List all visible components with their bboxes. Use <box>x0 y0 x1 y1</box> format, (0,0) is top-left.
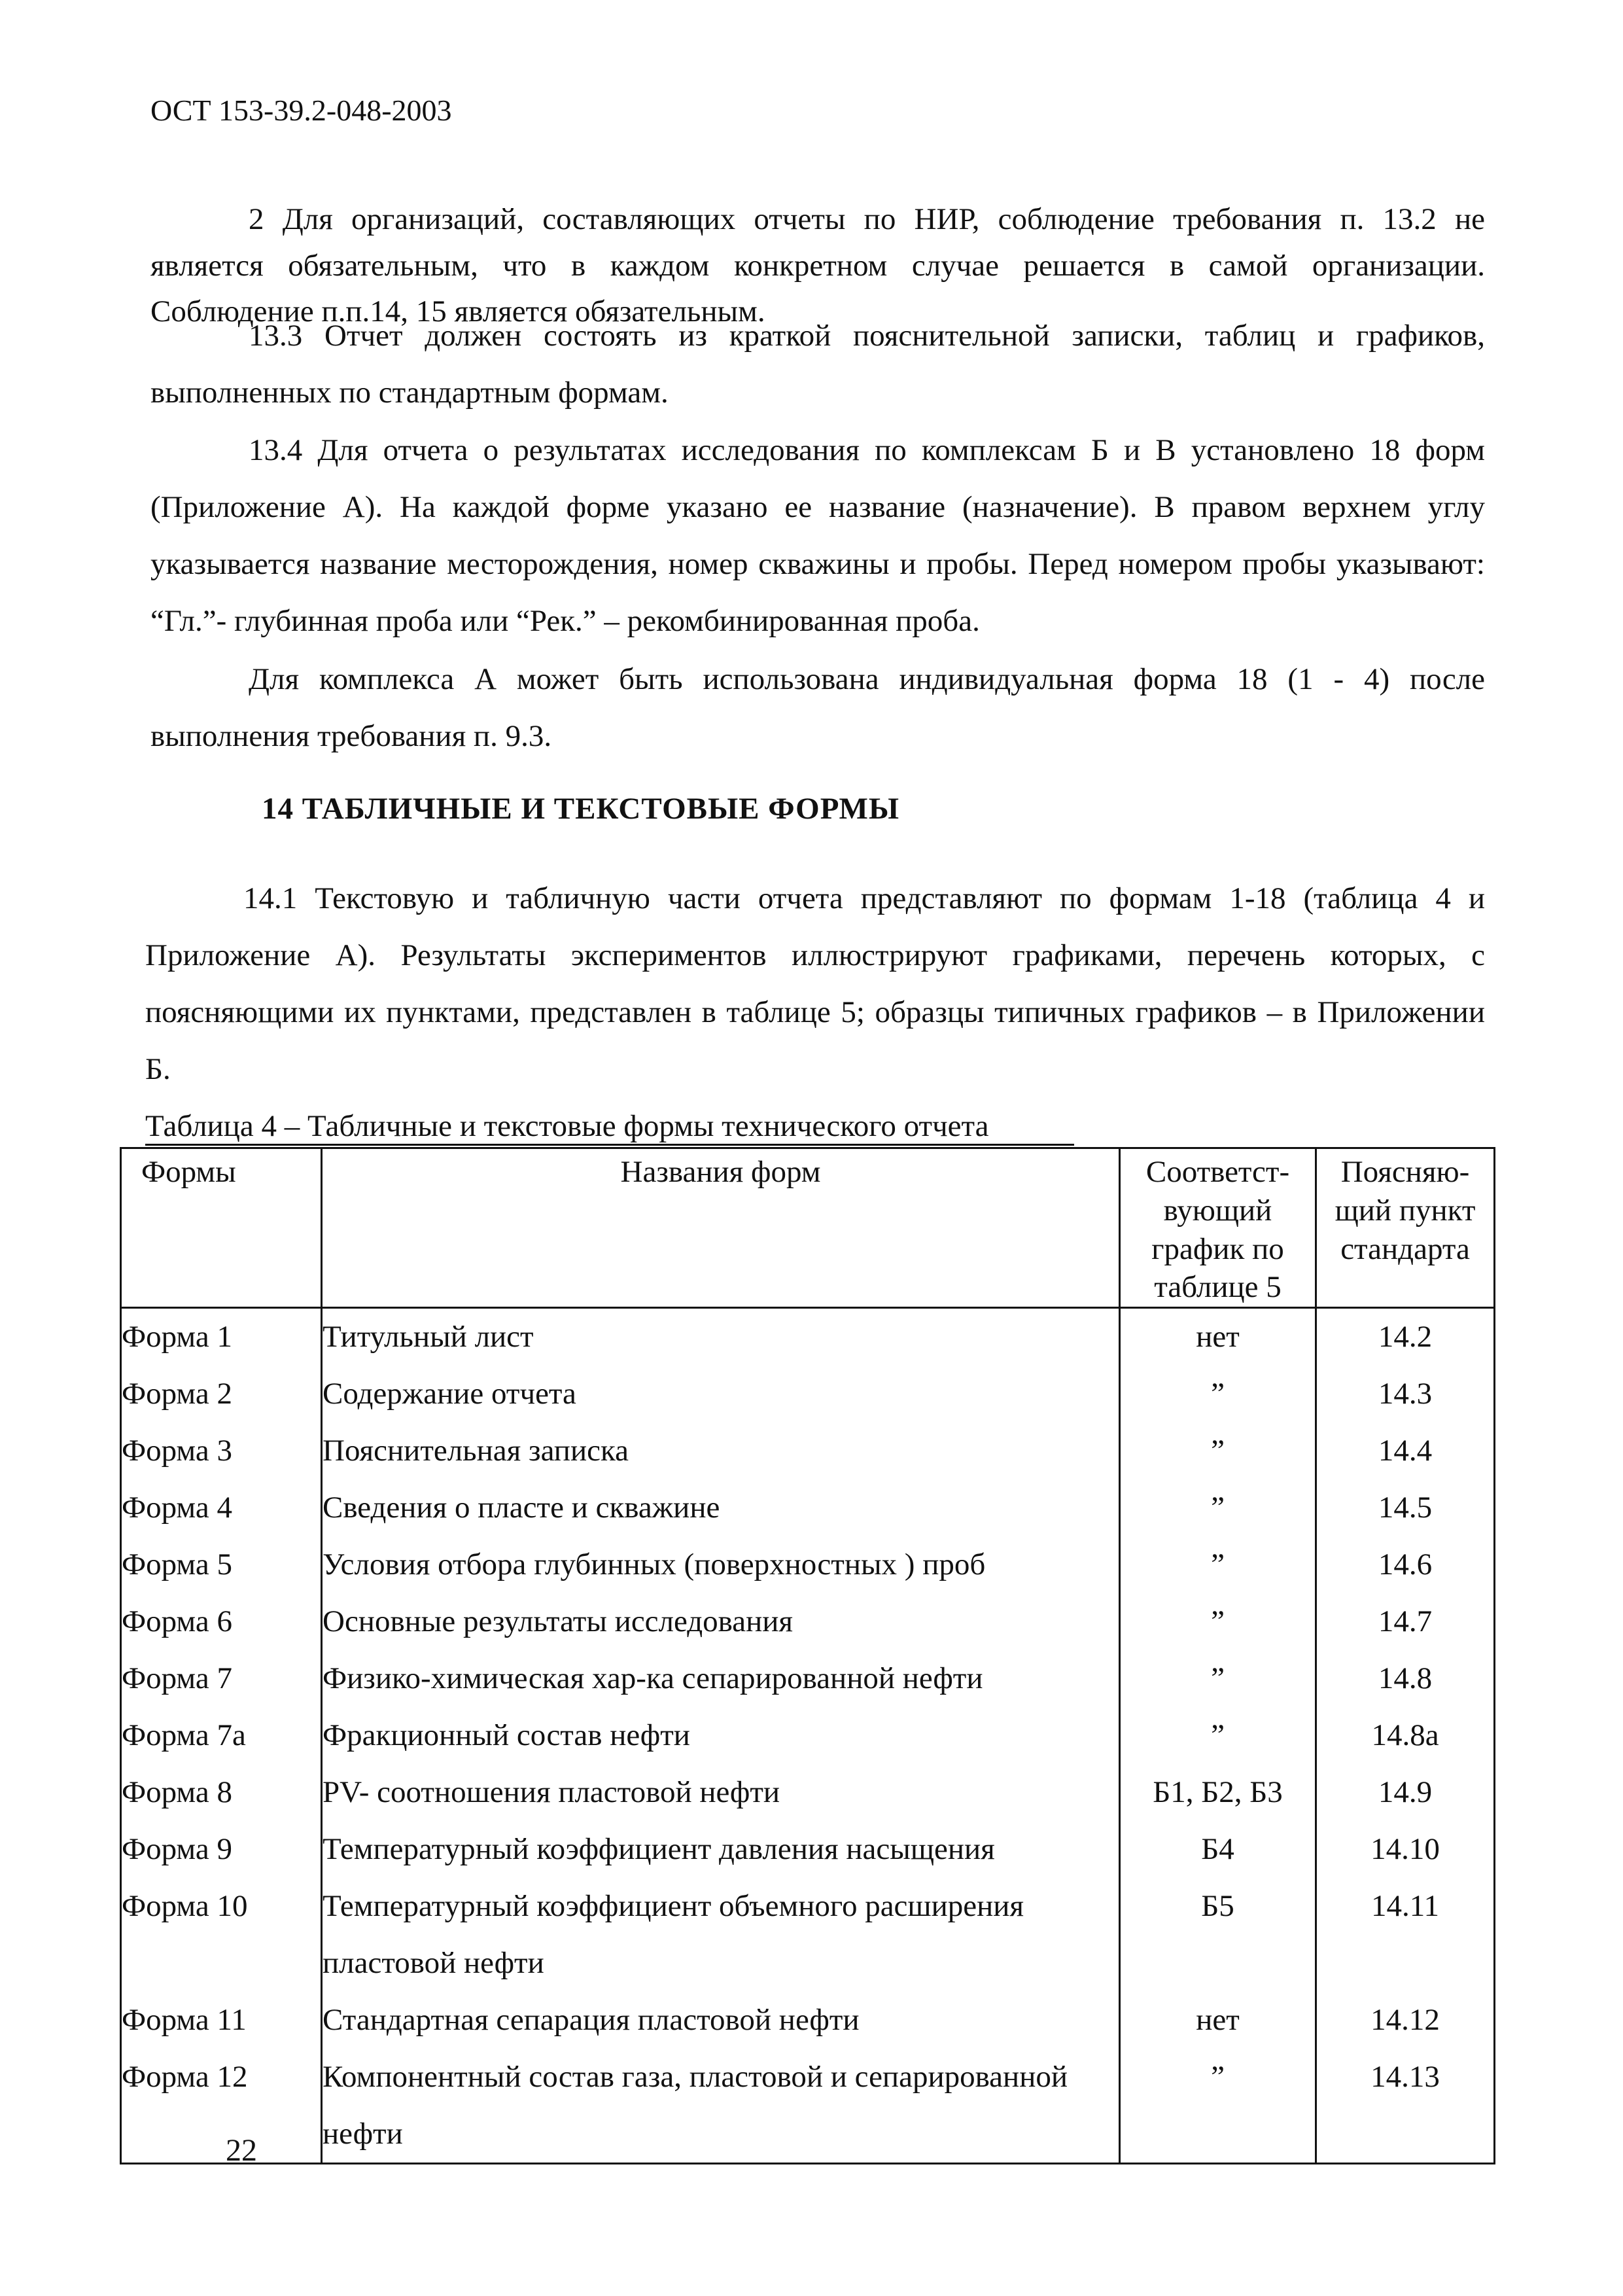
cell-name: Условия отбора глубинных (поверхностных ) проб <box>322 1536 1120 1593</box>
cell-graph: Б4 <box>1120 1821 1316 1878</box>
cell-graph: Б1, Б2, Б3 <box>1120 1764 1316 1821</box>
cell-form: Форма 3 <box>121 1422 322 1479</box>
clause-13-3-paragraph: 13.3 Отчет должен состоять из краткой пояснительной записки, таблиц и графиков, выполненных по стандартным формам. <box>150 319 1485 410</box>
cell-graph: ” <box>1120 2049 1316 2164</box>
cell-clause: 14.12 <box>1316 1992 1495 2049</box>
table-row <box>121 1536 1495 1593</box>
cell-name: Фракционный состав нефти <box>322 1707 1120 1764</box>
cell-graph: ” <box>1120 1650 1316 1707</box>
table-row <box>121 1707 1495 1764</box>
cell-name: Сведения о пласте и скважине <box>322 1479 1120 1536</box>
table-row <box>121 1366 1495 1422</box>
cell-name: Температурный коэффициент объемного расширения пластовой нефти <box>322 1878 1120 1992</box>
cell-name: PV- соотношения пластовой нефти <box>322 1764 1120 1821</box>
cell-name: Основные результаты исследования <box>322 1593 1120 1650</box>
clause-14-1-paragraph: 14.1 Текстовую и табличную части отчета представляют по формам 1-18 (таблица 4 и Приложение А). Результаты экспериментов иллюстрируют графиками, перечень которых, с поясняющими их пунктами, представлен в таблице 5; образцы типичных графиков – в Приложении Б. <box>145 881 1485 1086</box>
cell-form: Форма 9 <box>121 1821 322 1878</box>
cell-clause: 14.13 <box>1316 2049 1495 2164</box>
cell-form: Форма 12 <box>121 2049 322 2164</box>
table-row <box>121 1878 1495 1992</box>
cell-clause: 14.6 <box>1316 1536 1495 1593</box>
table-row <box>121 1992 1495 2049</box>
table-row <box>121 1593 1495 1650</box>
cell-form: Форма 8 <box>121 1764 322 1821</box>
table-row <box>121 1650 1495 1707</box>
table-row <box>121 1422 1495 1479</box>
cell-name: Содержание отчета <box>322 1366 1120 1422</box>
cell-name: Температурный коэффициент давления насыщения <box>322 1821 1120 1878</box>
cell-name: Стандартная сепарация пластовой нефти <box>322 1992 1120 2049</box>
clause-13-4-paragraph: 13.4 Для отчета о результатах исследования по комплексам Б и В установлено 18 форм (Приложение А). На каждой форме указано ее название (назначение). В правом верхнем углу указывается название месторождения, номер скважины и пробы. Перед номером пробы указывают: “Гл.”- глубинная проба или “Рек.” – рекомбинированная проба. <box>150 433 1485 638</box>
cell-clause: 14.8а <box>1316 1707 1495 1764</box>
cell-name: Компонентный состав газа, пластовой и сепарированной нефти <box>322 2049 1120 2164</box>
cell-graph: нет <box>1120 1992 1316 2049</box>
table-row <box>121 1764 1495 1821</box>
cell-form: Форма 11 <box>121 1992 322 2049</box>
cell-form: Форма 4 <box>121 1479 322 1536</box>
cell-clause: 14.8 <box>1316 1650 1495 1707</box>
cell-name: Титульный лист <box>322 1308 1120 1366</box>
cell-form: Форма 2 <box>121 1366 322 1422</box>
header-clause: Поясняю-щий пункт стандарта <box>1316 1148 1495 1308</box>
cell-graph: нет <box>1120 1308 1316 1366</box>
cell-name: Пояснительная записка <box>322 1422 1120 1479</box>
cell-graph: ” <box>1120 1707 1316 1764</box>
cell-clause: 14.10 <box>1316 1821 1495 1878</box>
cell-form: Форма 7 <box>121 1650 322 1707</box>
cell-form: Форма 6 <box>121 1593 322 1650</box>
header-forms: Формы <box>121 1148 322 1308</box>
table-row <box>121 1821 1495 1878</box>
cell-clause: 14.5 <box>1316 1479 1495 1536</box>
header-graph: Соответст-вующий график по таблице 5 <box>1120 1148 1316 1308</box>
cell-graph: ” <box>1120 1536 1316 1593</box>
cell-graph: Б5 <box>1120 1878 1316 1992</box>
cell-clause: 14.11 <box>1316 1878 1495 1992</box>
cell-name: Физико-химическая хар-ка сепарированной нефти <box>322 1650 1120 1707</box>
cell-clause: 14.2 <box>1316 1308 1495 1366</box>
section-heading: 14 ТАБЛИЧНЫЕ И ТЕКСТОВЫЕ ФОРМЫ <box>262 792 900 826</box>
cell-form: Форма 5 <box>121 1536 322 1593</box>
header-form-names: Названия форм <box>322 1148 1120 1308</box>
complex-a-paragraph: Для комплекса А может быть использована индивидуальная форма 18 (1 - 4) после выполнения требования п. 9.3. <box>150 662 1485 753</box>
caption-underline <box>145 1144 1074 1146</box>
page-number: 22 <box>226 2133 257 2168</box>
cell-clause: 14.9 <box>1316 1764 1495 1821</box>
cell-graph: ” <box>1120 1479 1316 1536</box>
table-row <box>121 1479 1495 1536</box>
cell-form: Форма 7а <box>121 1707 322 1764</box>
document-code-header: ОСТ 153-39.2-048-2003 <box>150 94 452 127</box>
note-paragraph: 2 Для организаций, составляющих отчеты по НИР, соблюдение требования п. 13.2 не является обязательным, что в каждом конкретном случае решается в самой организации. Соблюдение п.п.14, 15 является обязательным. <box>150 202 1485 328</box>
table-header-row <box>121 1148 1495 1308</box>
forms-table <box>120 1147 1495 2164</box>
cell-form: Форма 10 <box>121 1878 322 1992</box>
cell-graph: ” <box>1120 1593 1316 1650</box>
cell-clause: 14.4 <box>1316 1422 1495 1479</box>
table-row <box>121 2049 1495 2164</box>
table-caption: Таблица 4 – Табличные и текстовые формы технического отчета <box>145 1109 989 1143</box>
cell-clause: 14.7 <box>1316 1593 1495 1650</box>
cell-graph: ” <box>1120 1422 1316 1479</box>
cell-form: Форма 1 <box>121 1308 322 1366</box>
cell-graph: ” <box>1120 1366 1316 1422</box>
table-row <box>121 1308 1495 1366</box>
cell-clause: 14.3 <box>1316 1366 1495 1422</box>
